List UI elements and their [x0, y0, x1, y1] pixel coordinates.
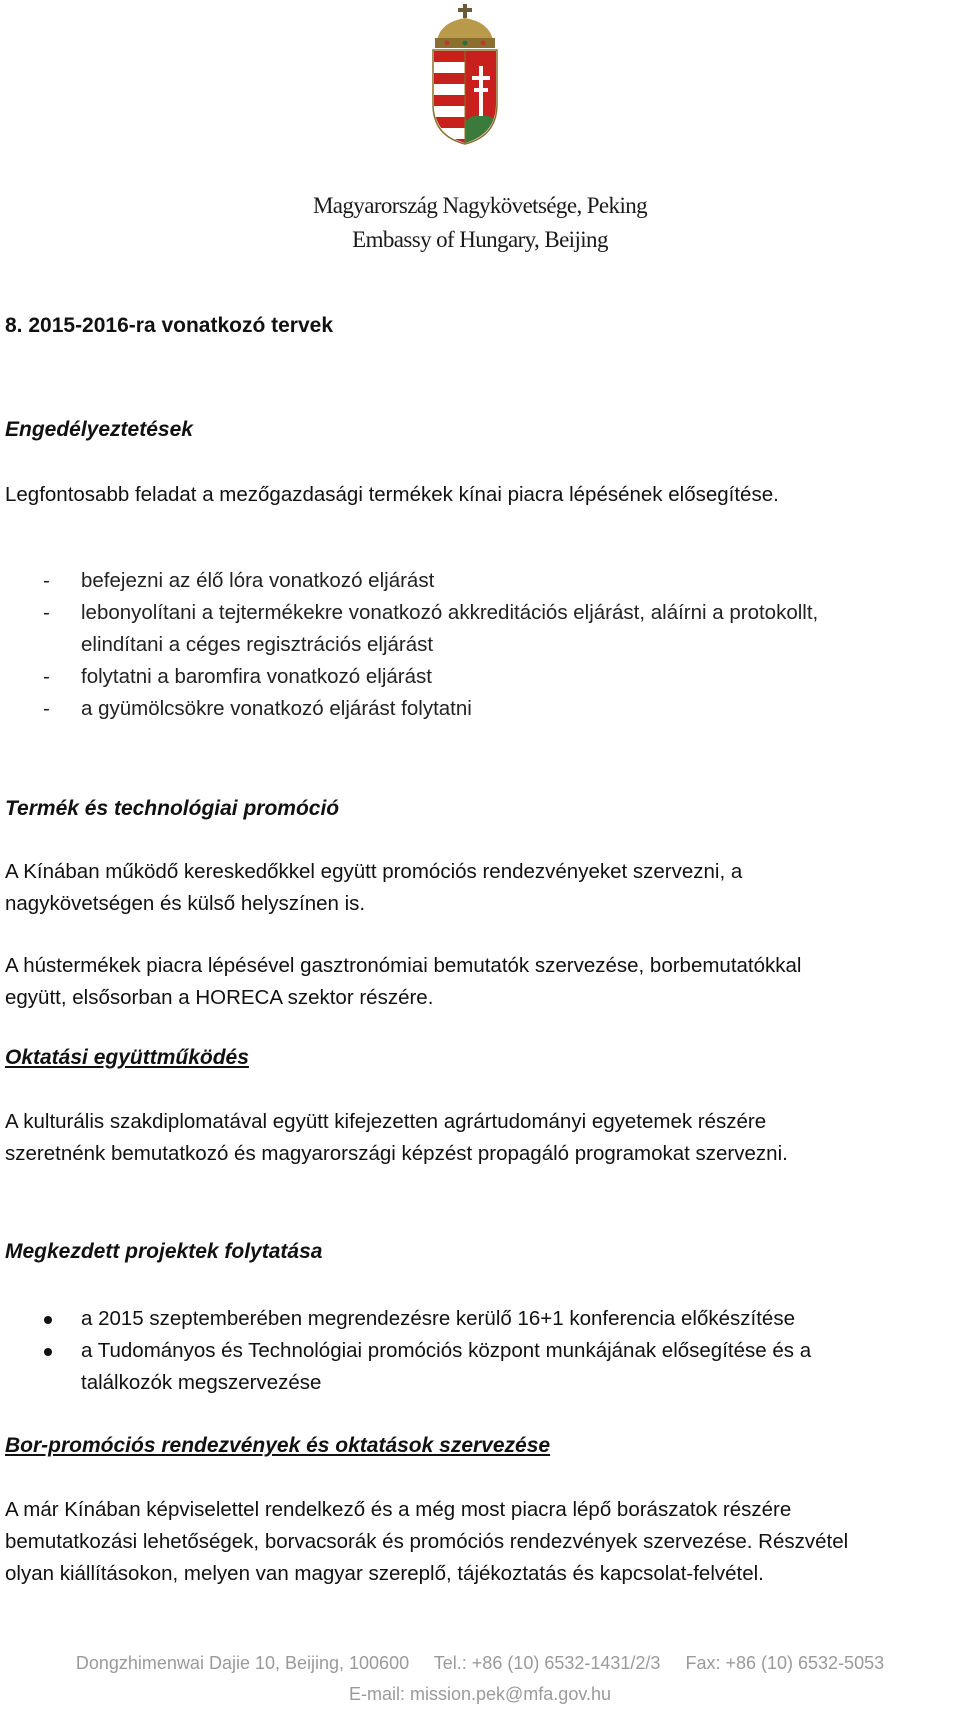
- list-dash: -: [43, 601, 50, 624]
- list-item: a gyümölcsökre vonatkozó eljárást folytatni: [81, 697, 472, 720]
- paragraph-line: A hústermékek piacra lépésével gasztronómiai bemutatók szervezése, borbemutatókkal: [5, 954, 802, 977]
- list-item-continuation: találkozók megszervezése: [81, 1371, 322, 1394]
- paragraph-intro: Legfontosabb feladat a mezőgazdasági termékek kínai piacra lépésének elősegítése.: [5, 483, 779, 506]
- list-dash: -: [43, 697, 50, 720]
- footer-tel: Tel.: +86 (10) 6532-1431/2/3: [433, 1653, 661, 1673]
- footer-address: Dongzhimenwai Dajie 10, Beijing, 100600: [75, 1653, 410, 1673]
- paragraph-line: bemutatkozási lehetőségek, borvacsorák és promóciós rendezvények szervezése. Részvétel: [5, 1530, 849, 1553]
- embassy-name-hu: Magyarország Nagykövetsége, Peking: [312, 193, 648, 218]
- list-item: a 2015 szeptemberében megrendezésre kerülő 16+1 konferencia előkészítése: [81, 1307, 795, 1330]
- footer-fax: Fax: +86 (10) 6532-5053: [685, 1653, 885, 1673]
- list-item: elindítani a céges regisztrációs eljárást: [81, 633, 434, 656]
- list-dash: -: [43, 569, 50, 592]
- list-item: befejezni az élő lóra vonatkozó eljárást: [81, 569, 435, 592]
- embassy-name-en: Embassy of Hungary, Beijing: [352, 227, 608, 252]
- hungarian-coat-of-arms-icon: [427, 4, 503, 146]
- heading-engedelyeztetesek: Engedélyeztetések: [5, 418, 193, 441]
- list-item: a Tudományos és Technológiai promóciós központ munkájának elősegítése és a: [81, 1339, 812, 1362]
- list-dash: -: [43, 665, 50, 688]
- heading-projektek: Megkezdett projektek folytatása: [5, 1240, 323, 1263]
- paragraph-line: szeretnénk bemutatkozó és magyarországi képzést propagáló programokat szervezni.: [5, 1142, 788, 1165]
- paragraph-line: nagykövetségen és külső helyszínen is.: [5, 892, 366, 915]
- section-title: 8. 2015-2016-ra vonatkozó tervek: [5, 314, 334, 337]
- paragraph-line: együtt, elsősorban a HORECA szektor részére.: [5, 986, 434, 1009]
- paragraph-line: A kulturális szakdiplomatával együtt kifejezetten agrártudományi egyetemek részére: [5, 1110, 767, 1133]
- bullet-icon: [44, 1348, 52, 1356]
- paragraph-line: A Kínában működő kereskedőkkel együtt promóciós rendezvényeket szervezni, a: [5, 860, 743, 883]
- list-item: lebonyolítani a tejtermékekre vonatkozó akkreditációs eljárást, aláírni a protokollt,: [81, 601, 819, 624]
- footer-email[interactable]: E-mail: mission.pek@mfa.gov.hu: [348, 1684, 612, 1704]
- heading-promocio: Termék és technológiai promóció: [5, 797, 340, 820]
- list-item: folytatni a baromfira vonatkozó eljárást: [81, 665, 432, 688]
- heading-oktatas: Oktatási együttműködés: [5, 1046, 249, 1069]
- heading-bor-promocio: Bor-promóciós rendezvények és oktatások szervezése: [5, 1434, 551, 1457]
- paragraph-line: A már Kínában képviselettel rendelkező és a még most piacra lépő borászatok részére: [5, 1498, 792, 1521]
- bullet-icon: [44, 1316, 52, 1324]
- footer-contact-line: [0, 1653, 960, 1674]
- paragraph-line: olyan kiállításokon, melyen van magyar szereplő, tájékoztatás és kapcsolat-felvétel.: [5, 1562, 764, 1585]
